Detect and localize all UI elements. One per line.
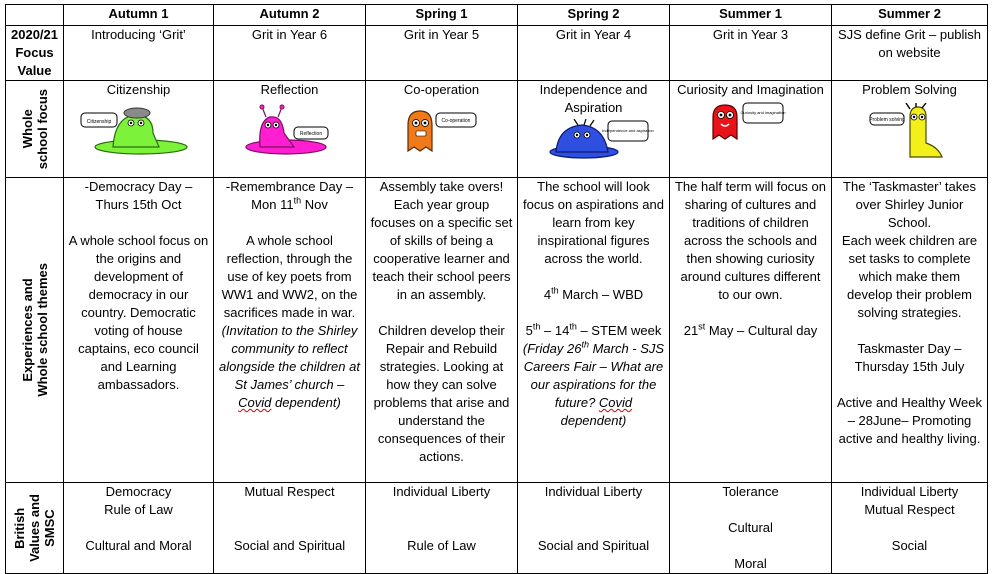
experiences-row <box>6 178 988 483</box>
text: May – Cultural day <box>705 323 818 338</box>
experiences-spring-1 <box>366 178 518 483</box>
paragraph: Assembly take overs! Each year group focuses on a specific set of skills of being a cooperative learner and teach their school peers in an assembly. <box>370 179 513 302</box>
superscript: th <box>532 321 541 332</box>
text: 4 <box>543 287 552 302</box>
focus-value-summer-1: Grit in Year 3 <box>670 26 832 81</box>
paragraph: The ‘Taskmaster’ takes over Shirley Junior School. <box>843 179 976 230</box>
term-header-summer-2: Summer 2 <box>832 5 988 26</box>
spellcheck-word: Covid <box>238 395 272 410</box>
term-header-autumn-1: Autumn 1 <box>64 5 214 26</box>
reflection-character-icon <box>230 103 350 155</box>
value-line: Social <box>891 538 928 553</box>
text: – 14 <box>540 323 570 338</box>
focus-value-spring-2: Grit in Year 4 <box>518 26 670 81</box>
label-line: Values and <box>27 494 42 562</box>
superscript: th <box>551 285 559 296</box>
value-line: Mutual Respect <box>864 502 955 517</box>
text: 21 <box>683 323 699 338</box>
paragraph: A whole school reflection, through the use of key poets from WW1 and WW2, on the sacrifices made in war. <box>221 233 358 320</box>
focus-value-row <box>6 26 988 81</box>
value-line: Cultural and Moral <box>85 538 192 553</box>
spellcheck-word: Covid <box>598 395 633 410</box>
corner-cell <box>6 5 64 26</box>
values-spring-1 <box>366 483 518 574</box>
superscript: th <box>293 195 302 206</box>
text: dependent) <box>271 395 341 410</box>
superscript: st <box>698 321 706 332</box>
focus-cell-autumn-2 <box>214 81 366 178</box>
superscript: th <box>569 321 577 332</box>
values-summer-1 <box>670 483 832 574</box>
focus-cell-summer-2 <box>832 81 988 178</box>
focus-value-autumn-1: Introducing ‘Grit’ <box>64 26 214 81</box>
values-spring-2 <box>518 483 670 574</box>
superscript: th <box>581 339 589 350</box>
focus-cell-autumn-1 <box>64 81 214 178</box>
focus-value-spring-1: Grit in Year 5 <box>366 26 518 81</box>
paragraph <box>674 322 827 340</box>
label-line: Whole school themes <box>34 263 50 397</box>
focus-label: Co-operation <box>403 82 480 97</box>
british-values-row-header <box>6 483 64 574</box>
value-line: Social and Spiritual <box>537 538 650 553</box>
focus-label: Independence and Aspiration <box>539 82 648 115</box>
label-line: SMSC <box>42 509 57 547</box>
value-line: Individual Liberty <box>860 484 959 499</box>
paragraph: Each week children are set tasks to complete which make them develop their problem solving strategies. <box>841 233 978 320</box>
value-line: Democracy <box>105 484 172 499</box>
values-autumn-2 <box>214 483 366 574</box>
focus-cell-spring-2 <box>518 81 670 178</box>
text: (Friday 26 <box>522 341 582 356</box>
cooperation-character-icon <box>382 103 502 155</box>
focus-label: Problem Solving <box>862 82 957 97</box>
label-line: Whole <box>19 109 35 149</box>
focus-label-line: 2020/21 <box>11 27 58 42</box>
focus-label-line: Focus <box>15 45 54 60</box>
focus-value-row-header <box>6 26 64 81</box>
experiences-label <box>20 263 50 397</box>
values-autumn-1 <box>64 483 214 574</box>
focus-cell-summer-1 <box>670 81 832 178</box>
value-line: Rule of Law <box>407 538 476 553</box>
paragraph <box>522 340 665 430</box>
experiences-autumn-2 <box>214 178 366 483</box>
focus-value-summer-2: SJS define Grit – publish on website <box>832 26 988 81</box>
independence-character-icon <box>534 119 654 159</box>
value-line: Rule of Law <box>104 502 173 517</box>
focus-label: Curiosity and Imagination <box>677 82 824 97</box>
focus-label: Reflection <box>260 82 319 97</box>
british-values-label <box>12 494 57 562</box>
curriculum-table <box>5 4 988 574</box>
paragraph: Children develop their Repair and Rebuild strategies. Looking at how they can solve problems that arise and understand the consequences of their actions. <box>373 323 510 464</box>
term-header-spring-2: Spring 2 <box>518 5 670 26</box>
paragraph: The half term will focus on sharing of cultures and traditions of children across the schools and then showing curiosity around cultures different to our own. <box>674 179 826 302</box>
problem-solving-character-icon <box>850 103 970 159</box>
bubble-text: Reflection <box>299 131 322 137</box>
value-line: Cultural <box>728 520 773 535</box>
text: (Invitation to the Shirley community to reflect alongside the children at St James’ church – <box>219 323 360 392</box>
text: March – WBD <box>558 287 644 302</box>
term-header-spring-1: Spring 1 <box>366 5 518 26</box>
bubble-text: Curiosity and imagination <box>740 110 785 115</box>
text: -Remembrance Day – Mon 11 <box>225 179 354 212</box>
bubble-text: Problem solving <box>868 117 905 123</box>
focus-label: Citizenship <box>106 82 171 97</box>
whole-school-focus-row-header <box>6 81 64 178</box>
text: March - SJS Careers Fair – What are our aspirations for the future? <box>523 341 665 410</box>
value-line: Social and Spiritual <box>233 538 346 553</box>
paragraph <box>522 322 665 340</box>
bubble-text: Co-operation <box>441 118 470 124</box>
paragraph: Active and Healthy Week – 28June– Promoting active and healthy living. <box>837 395 982 446</box>
experiences-row-header <box>6 178 64 483</box>
value-line: Individual Liberty <box>544 484 643 499</box>
term-header-autumn-2: Autumn 2 <box>214 5 366 26</box>
whole-school-focus-label <box>20 89 50 169</box>
text: 5 <box>525 323 533 338</box>
curiosity-character-icon <box>691 101 811 141</box>
value-line: Moral <box>734 556 767 571</box>
british-values-row <box>6 483 988 574</box>
bubble-text: Independence and aspiration <box>601 128 654 133</box>
label-line: school focus <box>34 88 50 170</box>
paragraph <box>218 178 361 214</box>
paragraph <box>522 286 665 304</box>
label-line: Experiences and <box>19 278 35 382</box>
experiences-summer-2 <box>832 178 988 483</box>
experiences-spring-2 <box>518 178 670 483</box>
text: – STEM week <box>576 323 662 338</box>
value-line: Mutual Respect <box>244 484 335 499</box>
text: Nov <box>301 197 328 212</box>
term-header-summer-1: Summer 1 <box>670 5 832 26</box>
values-summer-2 <box>832 483 988 574</box>
header-row <box>6 5 988 26</box>
value-line: Tolerance <box>722 484 779 499</box>
citizenship-character-icon <box>79 103 199 155</box>
paragraph: -Democracy Day – Thurs 15th Oct <box>84 179 193 212</box>
focus-value-autumn-2: Grit in Year 6 <box>214 26 366 81</box>
whole-school-focus-row <box>6 81 988 178</box>
focus-cell-spring-1 <box>366 81 518 178</box>
text: dependent) <box>560 413 627 428</box>
focus-label-line: Value <box>17 63 52 78</box>
bubble-text: Citizenship <box>86 119 111 125</box>
experiences-summer-1 <box>670 178 832 483</box>
paragraph: Taskmaster Day – Thursday 15th July <box>854 341 965 374</box>
value-line: Individual Liberty <box>392 484 491 499</box>
paragraph <box>218 322 361 412</box>
paragraph: A whole school focus on the origins and development of democracy in our country. Democratic voting of house captains, eco council and Learning ambassadors. <box>68 233 209 392</box>
label-line: British <box>12 507 27 549</box>
experiences-autumn-1 <box>64 178 214 483</box>
paragraph: The school will look focus on aspirations and learn from key inspirational figures across the world. <box>523 179 664 266</box>
